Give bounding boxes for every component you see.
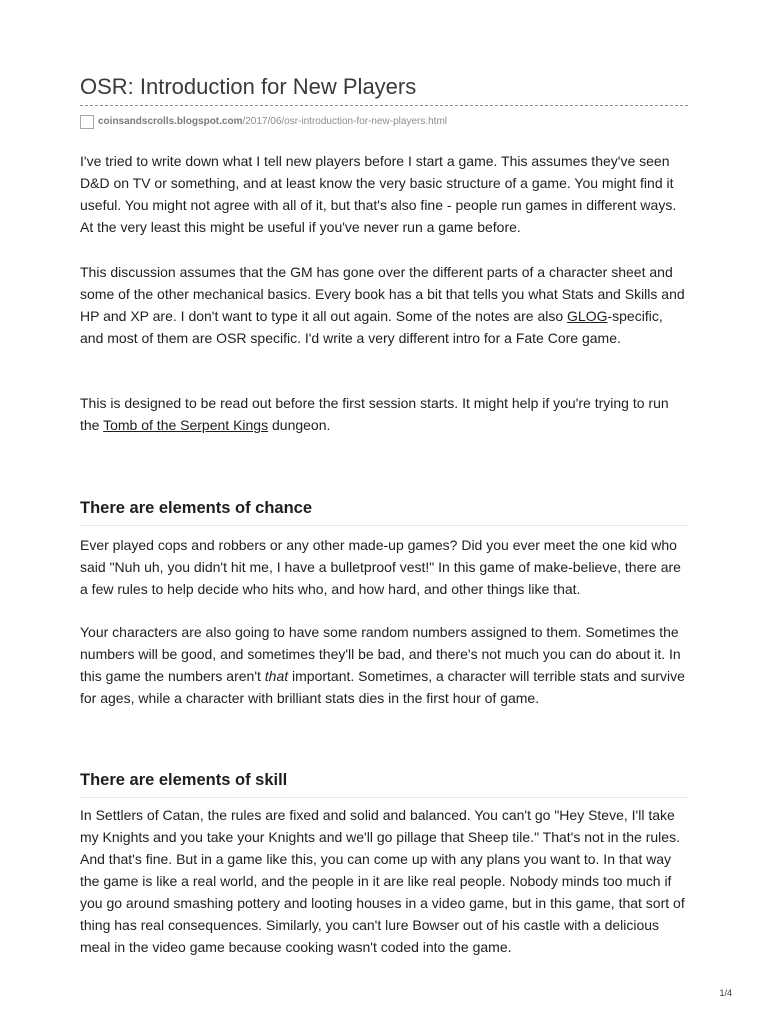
intro-p2-text-a: This discussion assumes that the GM has gone over the different parts of a character sheet and some of the other mechanical basics. Every book has a bit that tells you what Stats and Skills and HP and XP are. I don't want to type it all out again. Some of the notes are also bbox=[80, 264, 685, 324]
intro-paragraph-2 bbox=[80, 261, 688, 349]
source-domain: coinsandscrolls.blogspot.com bbox=[98, 116, 243, 127]
intro-p2-text-b: -specific, and most of them are OSR specific. I'd write a very different intro for a Fate Core game. bbox=[80, 308, 663, 346]
title-divider bbox=[80, 105, 688, 106]
chance-p2-text-b: important. Sometimes, a character will terrible stats and survive for ages, while a character with brilliant stats dies in the first hour of game. bbox=[80, 668, 685, 706]
skill-paragraph-1: In Settlers of Catan, the rules are fixed and solid and balanced. You can't go "Hey Steve, I'll take my Knights and you take your Knights and we'll go pillage that Sheep tile." That's not in the rules. And that's fine. But in a game like this, you can come up with any plans you want to. In that way the game is like a real world, and the people in it are like real people. Nobody minds too much if you go around smashing pottery and looting houses in a video game, but in this game, that sort of thing has real consequences. Similarly, you can't lure Bowser out of his castle with a delicious meal in the video game because cooking wasn't coded into the game. bbox=[80, 807, 685, 955]
page-number: 1/4 bbox=[719, 988, 732, 998]
source-url[interactable] bbox=[98, 116, 447, 128]
intro-p3-text-b: dungeon. bbox=[268, 417, 331, 433]
section-heading-skill: There are elements of skill bbox=[80, 771, 288, 789]
favicon-icon bbox=[80, 115, 94, 129]
chance-paragraph-1: Ever played cops and robbers or any other made-up games? Did you ever meet the one kid who said "Nuh uh, you didn't hit me, I have a bulletproof vest!" In this game of make-believe, there are a few rules to help decide who hits who, and how hard, and other things like that. bbox=[80, 537, 681, 597]
glog-link[interactable]: GLOG bbox=[567, 308, 608, 324]
source-line bbox=[80, 113, 447, 131]
page-title: OSR: Introduction for New Players bbox=[80, 74, 417, 99]
intro-p3-text-a: This is designed to be read out before the first session starts. It might help if you're trying to run the bbox=[80, 395, 669, 433]
chance-p2-emphasis: that bbox=[264, 668, 289, 684]
section-heading-chance: There are elements of chance bbox=[80, 499, 313, 517]
tomb-serpent-kings-link[interactable]: Tomb of the Serpent Kings bbox=[103, 417, 269, 433]
chance-p2-text-a: Your characters are also going to have some random numbers assigned to them. Sometimes the numbers will be good, and sometimes they'll be bad, and there's not much you can do about it. In this game the numbers aren't bbox=[80, 624, 681, 684]
intro-paragraph-1: I've tried to write down what I tell new players before I start a game. This assumes they've seen D&D on TV or something, and at least know the very basic structure of a game. You might find it useful. You might not agree with all of it, but that's also fine - people run games in different ways. At the very least this might be useful if you've never run a game before. bbox=[80, 153, 677, 235]
intro-paragraph-3 bbox=[80, 392, 688, 436]
section-divider-chance bbox=[80, 525, 688, 526]
chance-paragraph-2 bbox=[80, 621, 688, 709]
section-divider-skill bbox=[80, 797, 688, 798]
source-path: /2017/06/osr-introduction-for-new-players.html bbox=[242, 116, 448, 127]
